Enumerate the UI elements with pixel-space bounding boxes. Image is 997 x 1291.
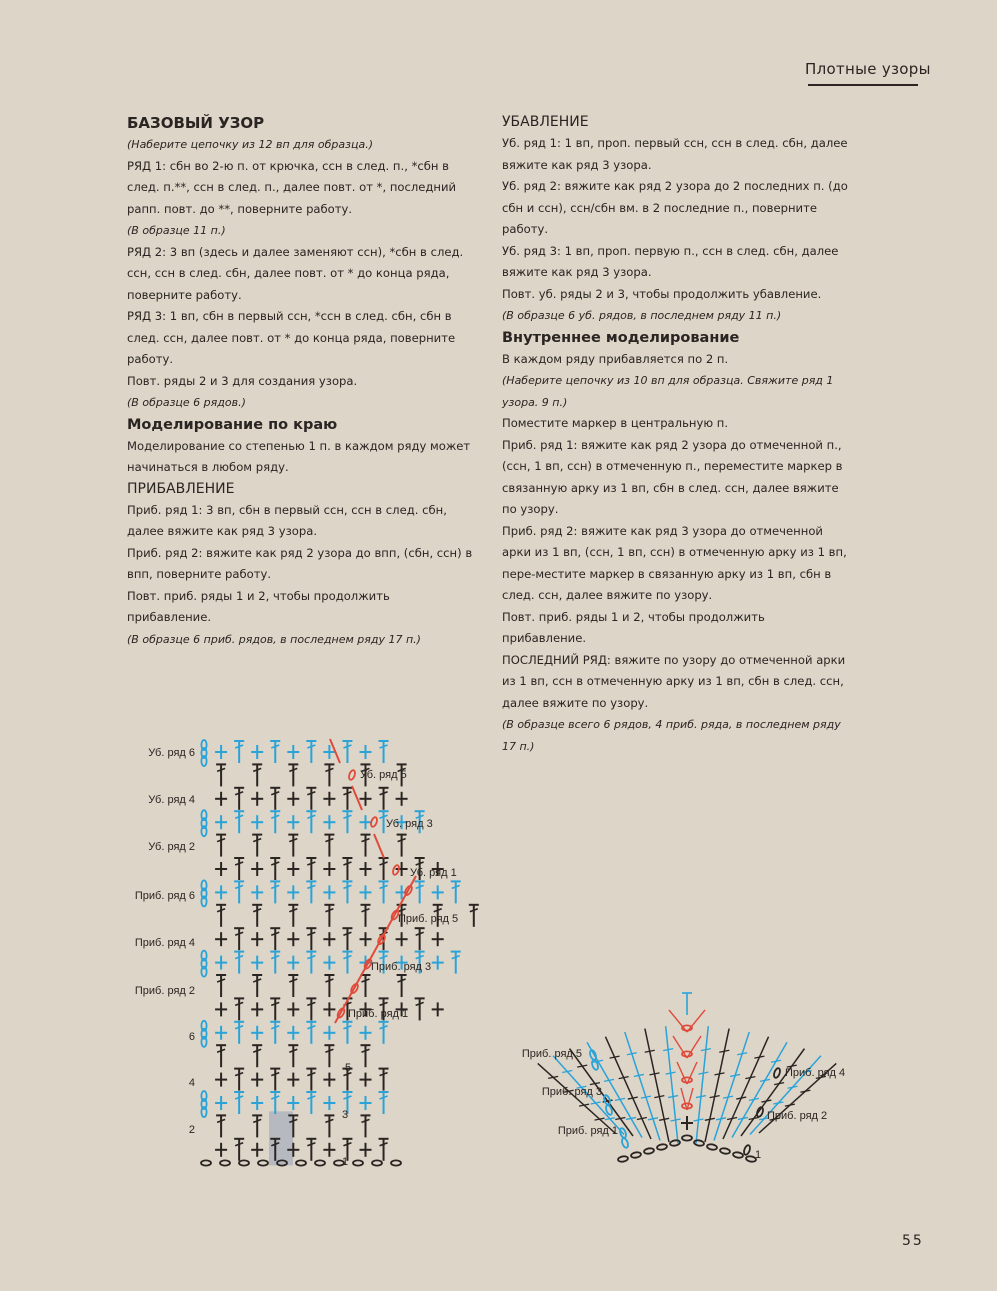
- fan-label-right: 1: [755, 1149, 762, 1161]
- internal-last-row: ПОСЛЕДНИЙ РЯД: вяжите по узору до отмеченной арки из 1 вп, ссн в отмеченную арку из 1 вп, сбн в след. ссн, далее вяжите по узору.: [502, 652, 846, 710]
- chain-stitch-icon: [239, 1160, 249, 1165]
- chain-stitch-icon: [220, 1160, 230, 1165]
- fan-stitch-column: [645, 1029, 669, 1142]
- increase-title: ПРИБАВЛЕНИЕ: [127, 480, 235, 497]
- base-pattern-note: (Наберите цепочку из 12 вп для образца.): [127, 138, 373, 151]
- chain-stitch-icon: [682, 1103, 692, 1108]
- row-label-right: Уб. ряд 1: [410, 867, 457, 879]
- left-column: [127, 112, 475, 650]
- internal-shaping-chart: [515, 985, 855, 1170]
- chain-stitch-icon: [756, 1106, 764, 1117]
- base-row1: РЯД 1: сбн во 2-ю п. от крючка, ссн в след. п., *сбн в след. п.**, ссн в след. п., далее повт. от *, последний рапп. повт. до **, поверните работу.: [127, 158, 457, 216]
- row-label-left: Приб. ряд 4: [134, 937, 195, 949]
- section-title: Плотные узоры: [805, 60, 931, 78]
- row-label-right: Приб. ряд 1: [348, 1008, 409, 1020]
- chain-stitch-icon: [353, 1160, 363, 1165]
- chain-stitch-icon: [644, 1148, 655, 1155]
- fan-label-left: Приб. ряд 1: [557, 1125, 618, 1137]
- decrease-note: (В образце 6 уб. рядов, в последнем ряду 11 п.): [502, 309, 782, 322]
- row-label-right: Приб. ряд 5: [398, 913, 459, 925]
- right-column: [502, 112, 850, 757]
- chain-stitch-icon: [372, 1160, 382, 1165]
- fan-label-left: Приб. ряд 5: [521, 1048, 582, 1060]
- chain-stitch-icon: [657, 1144, 668, 1151]
- base-row2: РЯД 2: 3 вп (здесь и далее заменяют ссн), *сбн в след. ссн, ссн в след. сбн, далее повт. от * до конца ряда, поверните работу.: [127, 244, 464, 302]
- header-rule: [808, 84, 918, 86]
- internal-shaping-text: В каждом ряду прибавляется по 2 п.: [502, 351, 729, 366]
- edge-shaping-text: Моделирование со степенью 1 п. в каждом ряду может начинаться в любом ряду.: [127, 438, 471, 474]
- row-label-left: Уб. ряд 2: [148, 841, 195, 853]
- row-label-right: Уб. ряд 5: [360, 769, 407, 781]
- row-label-left: 4: [188, 1077, 195, 1089]
- base-pattern-title: БАЗОВЫЙ УЗОР: [127, 114, 265, 132]
- chain-stitch-icon: [682, 1051, 692, 1056]
- edge-shaping-chart: [120, 728, 480, 1178]
- row-label-left: Уб. ряд 6: [148, 747, 195, 759]
- fan-label-right: Приб. ряд 2: [767, 1110, 828, 1122]
- increase-row1: Приб. ряд 1: 3 вп, сбн в первый ссн, ссн в след. сбн, далее вяжите как ряд 3 узора.: [127, 502, 447, 538]
- chain-stitch-icon: [682, 1077, 692, 1082]
- decrease-stitch-icon: [374, 834, 384, 858]
- page-number: 55: [902, 1233, 924, 1249]
- chain-stitch-icon: [670, 1140, 681, 1147]
- row-label-left: Приб. ряд 6: [134, 890, 195, 902]
- fan-label-right: Приб. ряд 4: [785, 1067, 846, 1079]
- row-label-right: 3: [342, 1109, 349, 1121]
- internal-marker: Поместите маркер в центральную п.: [502, 416, 729, 430]
- row-label-left: 2: [188, 1124, 195, 1136]
- base-repeat-note: (В образце 6 рядов.): [127, 396, 246, 409]
- chain-stitch-icon: [621, 1137, 629, 1148]
- decrease-row2: Уб. ряд 2: вяжите как ряд 2 узора до 2 последних п. (до сбн и ссн), ссн/сбн вм. в 2 последние п., поверните работу.: [502, 179, 848, 236]
- chain-stitch-icon: [315, 1160, 325, 1165]
- decrease-row3: Уб. ряд 3: 1 вп, проп. первую п., ссн в след. сбн, далее вяжите как ряд 3 узора.: [502, 243, 839, 279]
- decrease-title: УБАВЛЕНИЕ: [502, 114, 589, 130]
- row-label-left: Приб. ряд 2: [134, 985, 195, 997]
- chain-stitch-icon: [694, 1140, 705, 1147]
- decrease-row1: Уб. ряд 1: 1 вп, проп. первый ссн, ссн в след. сбн, далее вяжите как ряд 3 узора.: [502, 136, 848, 172]
- increase-note: (В образце 6 приб. рядов, в последнем ряду 17 п.): [127, 632, 421, 646]
- internal-shaping-title: Внутреннее моделирование: [502, 329, 740, 346]
- internal-row2: Приб. ряд 2: вяжите как ряд 3 узора до отмеченной арки из 1 вп, (ссн, 1 вп, ссн) в отмеченную арку из 1 вп, пере-местите маркер в связанную арку из 1 вп, сбн в след. ссн, далее вяжите по узору.: [502, 523, 847, 602]
- internal-repeat: Повт. приб. ряды 1 и 2, чтобы продолжить прибавление.: [502, 609, 765, 645]
- chain-stitch-icon: [201, 1160, 211, 1165]
- internal-final-note: (В образце всего 6 рядов, 4 приб. ряда, в последнем ряду 17 п.): [502, 718, 841, 753]
- chain-stitch-icon: [631, 1152, 642, 1159]
- chain-stitch-icon: [743, 1144, 751, 1155]
- fan-stitch-column: [605, 1037, 651, 1139]
- fan-label-left: Приб. ряд 3: [541, 1086, 602, 1098]
- fan-stitch-column: [723, 1037, 769, 1139]
- chain-stitch-icon: [391, 1160, 401, 1165]
- base-row1-note: (В образце 11 п.): [127, 224, 226, 237]
- fan-stitch-column: [714, 1032, 749, 1140]
- row-label-left: Уб. ряд 4: [148, 794, 195, 806]
- center-inc-stitch: [687, 1010, 705, 1032]
- chain-stitch-icon: [258, 1160, 268, 1165]
- chain-stitch-icon: [370, 816, 378, 827]
- chain-stitch-icon: [589, 1049, 597, 1060]
- fan-stitch-column: [625, 1032, 660, 1140]
- chain-stitch-icon: [773, 1067, 781, 1078]
- row-label-right: Уб. ряд 3: [386, 818, 433, 830]
- chain-stitch-icon: [348, 769, 356, 780]
- fan-stitch-column: [705, 1029, 729, 1142]
- internal-shaping-note: (Наберите цепочку из 10 вп для образца. Свяжите ряд 1 узора. 9 п.): [502, 374, 834, 409]
- row-label-right: 5: [345, 1062, 352, 1074]
- base-row3: РЯД 3: 1 вп, сбн в первый ссн, *ссн в след. сбн, сбн в след. ссн, далее повт. от * до конца ряда, поверните работу.: [127, 309, 456, 366]
- increase-repeat: Повт. приб. ряды 1 и 2, чтобы продолжить прибавление.: [127, 588, 390, 624]
- decrease-repeat: Повт. уб. ряды 2 и 3, чтобы продолжить убавление.: [502, 286, 822, 301]
- base-repeat: Повт. ряды 2 и 3 для создания узора.: [127, 373, 358, 388]
- fan-stitch-column: [696, 1026, 708, 1143]
- center-inc-stitch: [669, 1010, 687, 1032]
- row-label-right: Приб. ряд 3: [371, 961, 432, 973]
- chain-stitch-icon: [296, 1160, 306, 1165]
- chain-stitch-icon: [720, 1148, 731, 1155]
- internal-row1: Приб. ряд 1: вяжите как ряд 2 узора до отмеченной п., (ссн, 1 вп, ссн) в отмеченную п., переместите маркер в связанную арку из 1 вп, сбн в след. ссн, далее вяжите по узору.: [502, 437, 843, 516]
- center-inc-stitch: [687, 1036, 701, 1058]
- fan-stitch-column: [666, 1026, 678, 1143]
- chain-stitch-icon: [682, 1135, 692, 1140]
- edge-shaping-title: Моделирование по краю: [127, 416, 338, 433]
- chain-stitch-icon: [707, 1144, 718, 1151]
- chain-stitch-icon: [618, 1156, 629, 1163]
- center-inc-stitch: [673, 1036, 687, 1058]
- row-label-left: 6: [188, 1031, 195, 1043]
- increase-row2: Приб. ряд 2: вяжите как ряд 2 узора до впп, (сбн, ссн) в впп, поверните работу.: [127, 545, 473, 581]
- chain-stitch-icon: [733, 1152, 744, 1159]
- row-label-right: 1: [342, 1156, 349, 1168]
